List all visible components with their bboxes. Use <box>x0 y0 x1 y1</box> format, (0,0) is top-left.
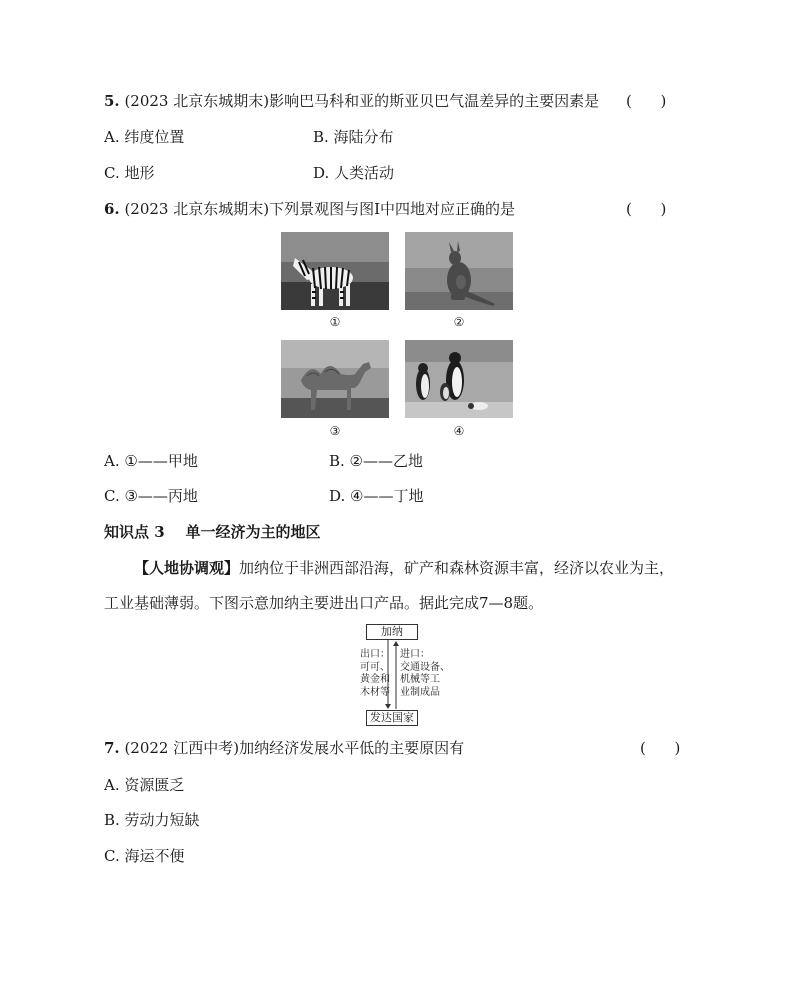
q6-option-c[interactable]: C. ③——丙地 <box>104 487 198 505</box>
q7-stem: 加纳经济发展水平低的主要原因有 <box>239 739 465 757</box>
q5-option-d[interactable]: D. 人类活动 <box>313 164 395 182</box>
export-line-4: 木材等 <box>360 686 390 698</box>
import-label <box>400 649 450 699</box>
passage-line-2: 工业基础薄弱。下图示意加纳主要进出口产品。据此完成7—8题。 <box>104 594 544 612</box>
q7-answer-bracket[interactable]: ( ) <box>640 739 681 757</box>
trade-diagram <box>360 620 460 730</box>
q5-source: (2023 北京东城期末) <box>124 92 270 110</box>
q5-number: 5. <box>104 92 120 110</box>
q6-option-b[interactable]: B. ②——乙地 <box>329 452 424 470</box>
passage-text-1: 加纳位于非洲西部沿海，矿产和森林资源丰富，经济以农业为主， <box>239 559 675 577</box>
import-line-4: 业制成品 <box>400 686 440 698</box>
q5-answer-bracket[interactable]: ( ) <box>626 92 667 110</box>
q6-stem-line <box>104 199 515 219</box>
passage-line-1 <box>134 558 674 578</box>
export-line-1: 出口： <box>360 649 390 660</box>
q5-option-b[interactable]: B. 海陆分布 <box>313 128 394 146</box>
q6-answer-bracket[interactable]: ( ) <box>626 200 667 218</box>
q6-option-d[interactable]: D. ④——丁地 <box>329 487 424 505</box>
import-line-1: 进口： <box>400 649 430 660</box>
export-label <box>360 649 390 699</box>
developed-countries-box: 发达国家 <box>366 710 418 726</box>
import-line-3: 机械等工 <box>400 674 440 685</box>
q6-number: 6. <box>104 200 120 218</box>
camel-caption: ③ <box>329 424 341 438</box>
penguin-caption: ④ <box>453 424 465 438</box>
import-line-2: 交通设备、 <box>400 661 450 673</box>
kangaroo-photo <box>405 232 513 310</box>
q6-stem: 下列景观图与图Ⅰ中四地对应正确的是 <box>269 200 516 218</box>
export-line-2: 可可、 <box>360 661 390 673</box>
camel-photo <box>281 340 389 418</box>
zebra-photo <box>281 232 389 310</box>
q6-option-a[interactable]: A. ①——甲地 <box>104 452 198 470</box>
q5-option-a[interactable]: A. 纬度位置 <box>104 128 185 146</box>
ghana-box: 加纳 <box>366 624 418 640</box>
q7-number: 7. <box>104 739 120 757</box>
zebra-caption: ① <box>329 315 341 329</box>
section-heading: 知识点 3 单一经济为主的地区 <box>104 523 321 541</box>
q6-source: (2023 北京东城期末) <box>124 200 270 218</box>
export-line-3: 黄金和 <box>360 674 390 685</box>
q7-option-c[interactable]: C. 海运不便 <box>104 847 185 865</box>
passage-tag: 【人地协调观】 <box>134 559 240 577</box>
q5-stem: 影响巴马科和亚的斯亚贝巴气温差异的主要因素是 <box>269 92 600 110</box>
q7-option-a[interactable]: A. 资源匮乏 <box>104 776 185 794</box>
penguin-photo <box>405 340 513 418</box>
kangaroo-caption: ② <box>453 315 465 329</box>
q5-stem-line <box>104 91 599 111</box>
q7-option-b[interactable]: B. 劳动力短缺 <box>104 811 200 829</box>
q7-source: (2022 江西中考) <box>124 739 240 757</box>
q5-option-c[interactable]: C. 地形 <box>104 164 155 182</box>
q7-stem-line <box>104 738 464 758</box>
